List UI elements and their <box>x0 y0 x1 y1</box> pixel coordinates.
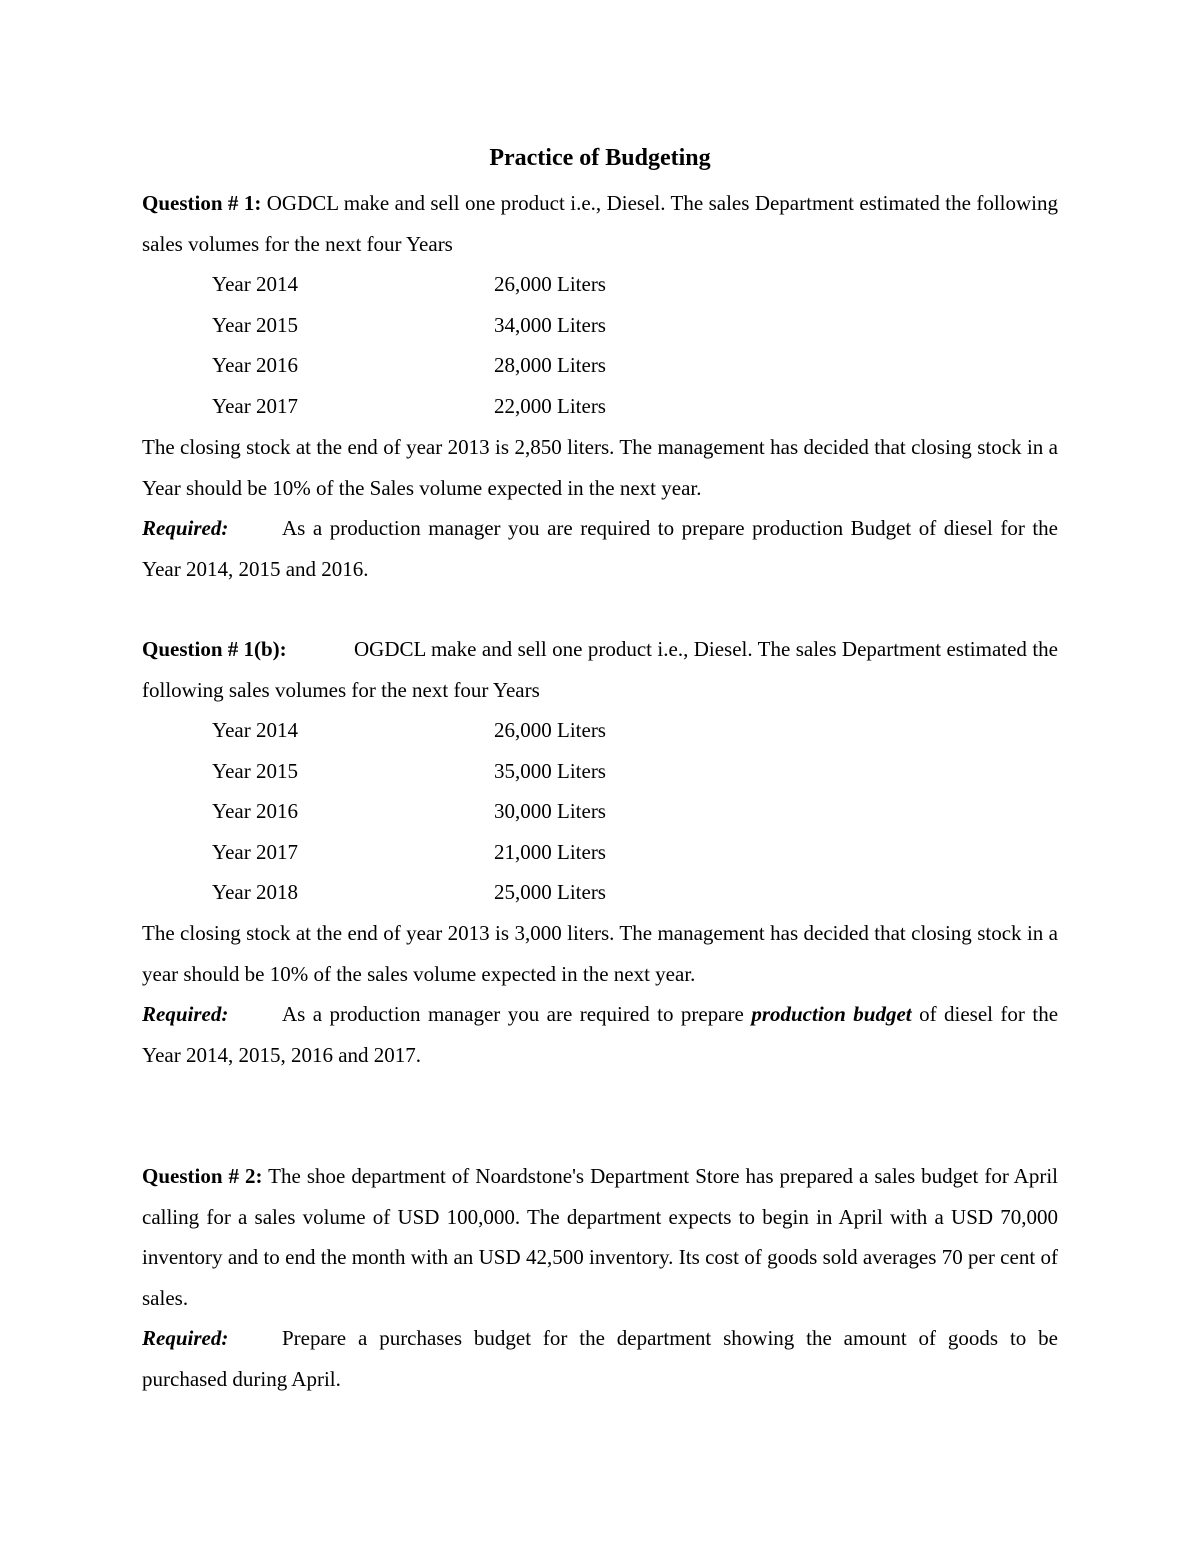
question-2-text: The shoe department of Noardstone's Department Store has prepared a sales budget for April calling for a sales volume of USD 100,000. The department expects to begin in April with a USD 70,000 inventory and to end the month with an USD 42,500 inventory. Its cost of goods sold averages 70 per cent of sales. <box>142 1164 1058 1310</box>
required-text-after: of diesel for the Year 2014, 2015, 2016 and 2017. <box>142 1002 1059 1067</box>
table-row <box>212 872 794 913</box>
year-cell: Year 2017 <box>212 393 298 418</box>
year-cell: Year 2016 <box>212 353 298 378</box>
table-row <box>212 710 794 751</box>
volume-cell: 34,000 Liters <box>494 312 606 337</box>
year-cell: Year 2017 <box>212 839 298 864</box>
required-emphasis: production budget <box>751 1002 912 1026</box>
question-1b-label: Question # 1(b): <box>142 637 287 661</box>
volume-cell: 25,000 Liters <box>494 880 606 905</box>
table-row <box>212 832 794 873</box>
question-1-closing-stock: The closing stock at the end of year 2013 is 2,850 liters. The management has decided that closing stock in a Year should be 10% of the Sales volume expected in the next year. <box>142 435 1058 500</box>
volume-cell: 21,000 Liters <box>494 839 606 864</box>
required-label: Required: <box>142 516 229 540</box>
question-1-text: OGDCL make and sell one product i.e., Diesel. The sales Department estimated the following sales volumes for the next four Years <box>142 191 1058 256</box>
year-cell: Year 2014 <box>212 272 298 296</box>
required-label: Required: <box>142 1326 229 1350</box>
volume-cell: 30,000 Liters <box>494 799 606 824</box>
question-1-sales-table <box>212 264 794 426</box>
table-row <box>212 791 794 832</box>
required-text: As a production manager you are required to prepare production Budget of diesel for the Year 2014, 2015 and 2016. <box>142 516 1058 581</box>
question-1b-closing-stock: The closing stock at the end of year 2013 is 3,000 liters. The management has decided that closing stock in a year should be 10% of the sales volume expected in the next year. <box>142 921 1058 986</box>
year-cell: Year 2018 <box>212 880 298 905</box>
question-2-label: Question # 2: <box>142 1164 263 1188</box>
required-text: Prepare a purchases budget for the department showing the amount of goods to be purchased during April. <box>142 1326 1058 1391</box>
year-cell: Year 2016 <box>212 799 298 824</box>
year-cell: Year 2015 <box>212 312 298 337</box>
required-text-before: As a production manager you are required to prepare <box>282 1002 752 1026</box>
volume-cell: 26,000 Liters <box>494 272 606 296</box>
question-2-intro <box>142 1156 1058 1318</box>
question-1b-required <box>142 994 1058 1075</box>
volume-cell: 26,000 Liters <box>494 718 606 742</box>
year-cell: Year 2015 <box>212 758 298 783</box>
page-title: Practice of Budgeting <box>489 145 711 171</box>
question-1b-sales-table <box>212 710 794 913</box>
question-1-required <box>142 508 1058 589</box>
table-row <box>212 345 794 386</box>
question-2-required <box>142 1318 1058 1399</box>
volume-cell: 28,000 Liters <box>494 353 606 378</box>
question-1b-text: OGDCL make and sell one product i.e., Diesel. The sales Department estimated the following sales volumes for the next four Years <box>142 637 1058 702</box>
question-1b-intro <box>142 629 1058 710</box>
question-1-label: Question # 1: <box>142 191 262 215</box>
table-row <box>212 305 794 346</box>
table-row <box>212 751 794 792</box>
table-row <box>212 264 794 305</box>
question-1-intro <box>142 183 1058 264</box>
volume-cell: 35,000 Liters <box>494 758 606 783</box>
required-label: Required: <box>142 1002 229 1026</box>
table-row <box>212 386 794 427</box>
year-cell: Year 2014 <box>212 718 298 742</box>
volume-cell: 22,000 Liters <box>494 393 606 418</box>
